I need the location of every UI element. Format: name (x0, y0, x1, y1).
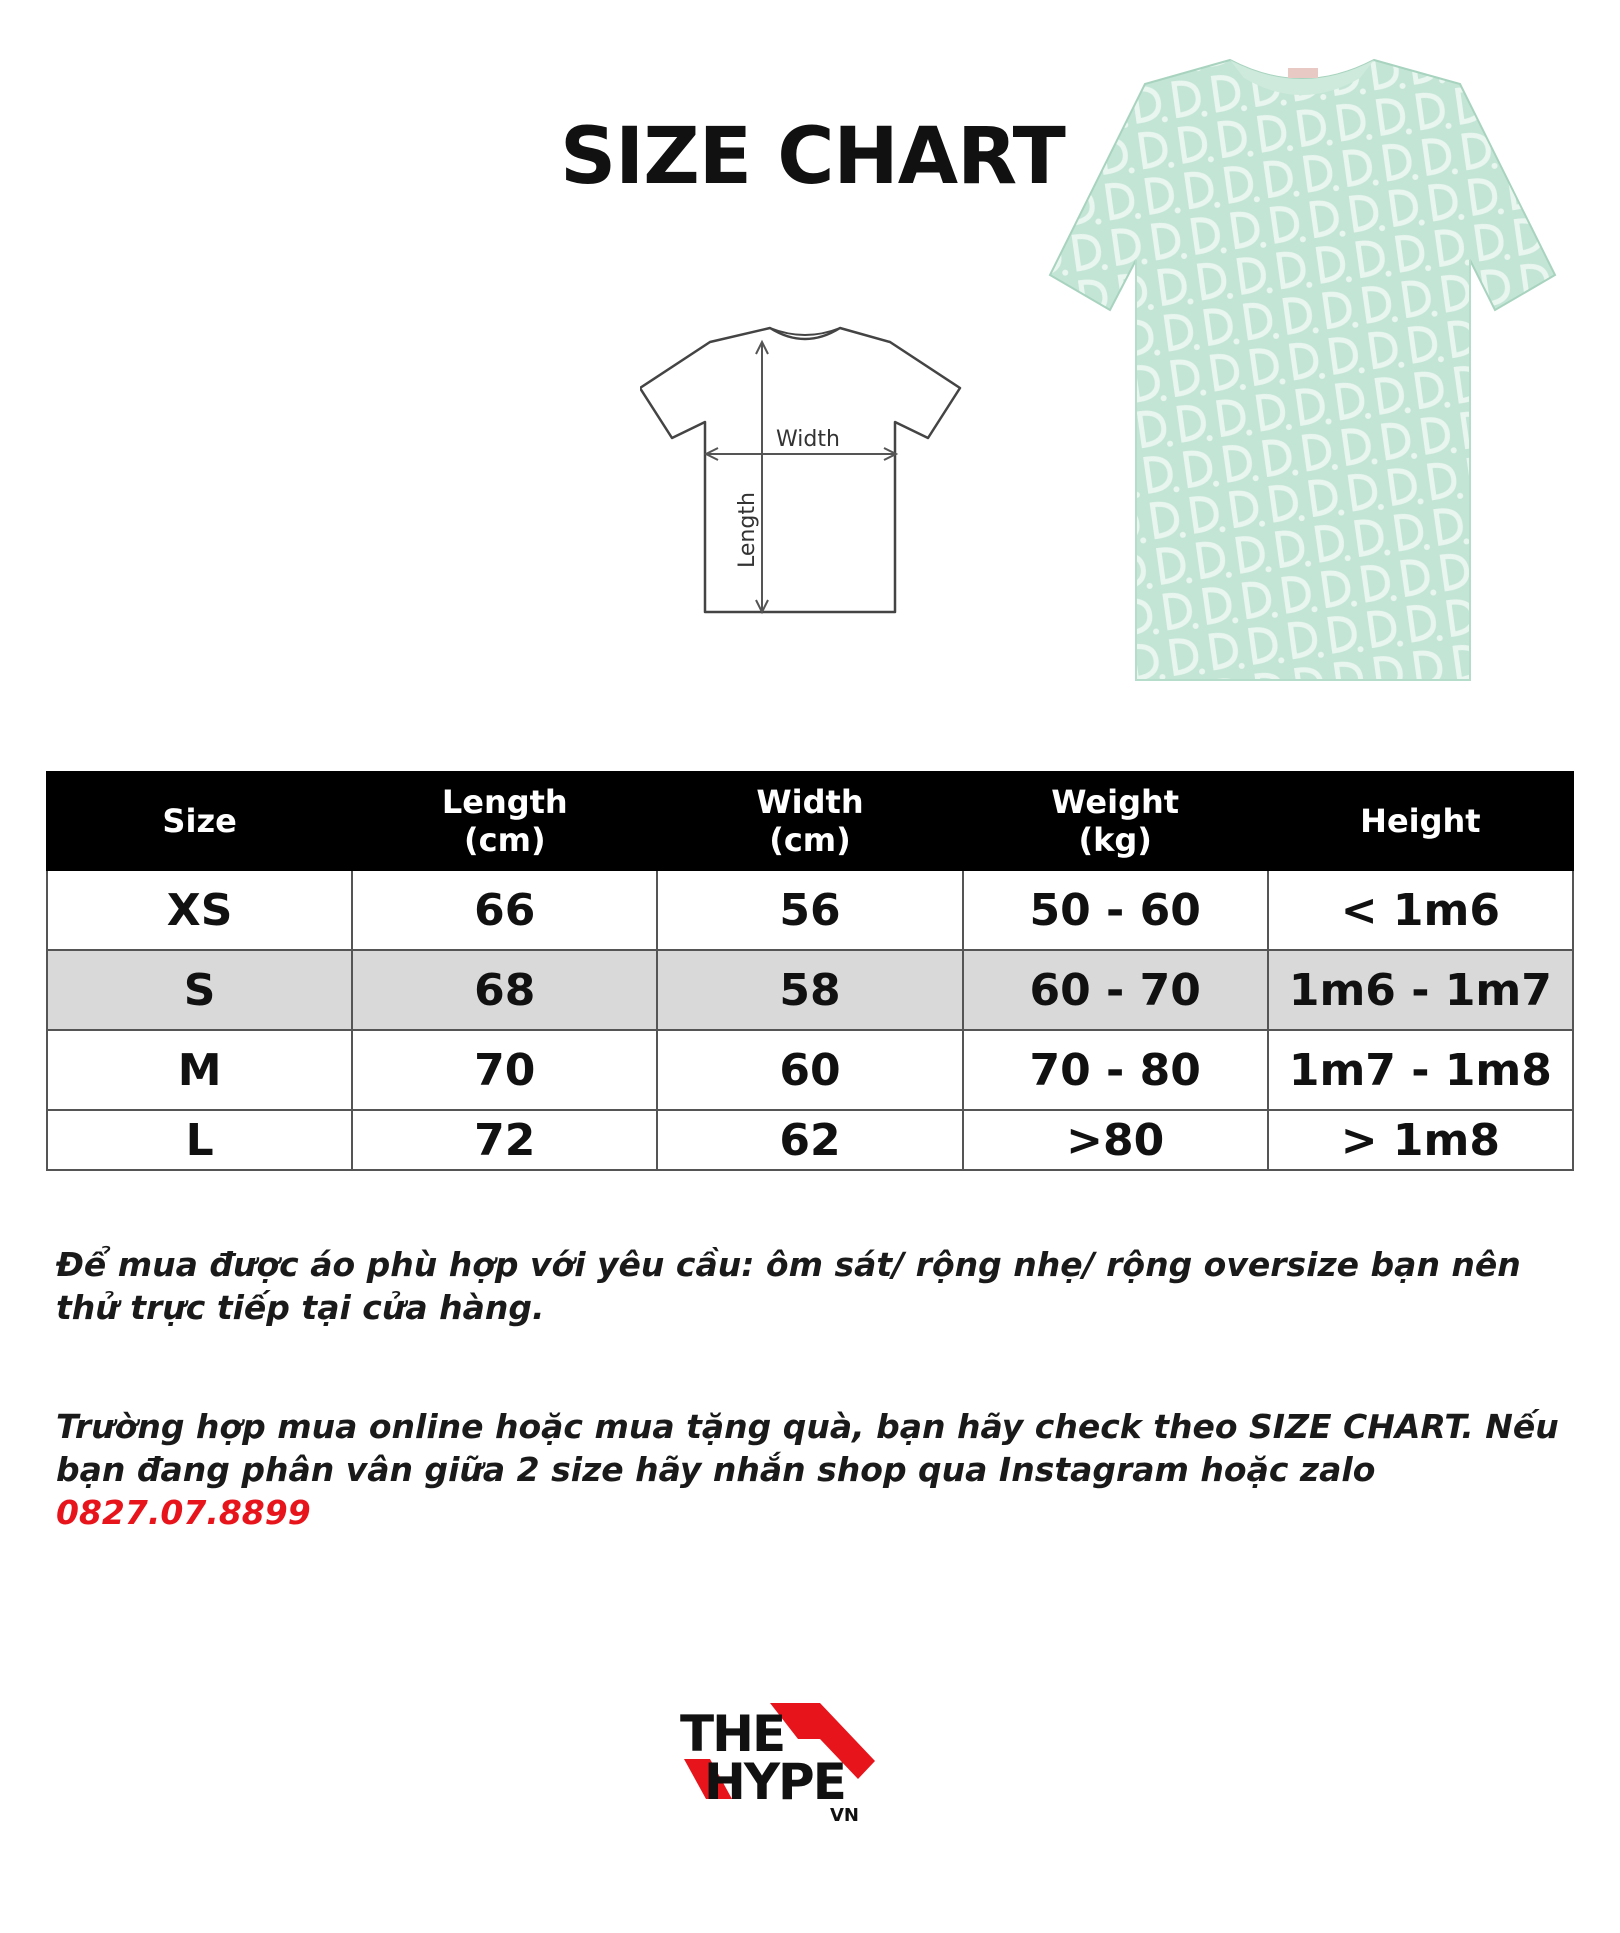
header-weight: Weight (kg) (963, 772, 1268, 870)
phone-number: 0827.07.8899 (56, 1493, 311, 1532)
tshirt-measurement-diagram (640, 320, 970, 620)
table-row (47, 950, 1573, 1030)
table-row (47, 1110, 1573, 1170)
cell-size: XS (47, 870, 352, 950)
cell-weight: 60 - 70 (963, 950, 1268, 1030)
header-width: Width (cm) (657, 772, 962, 870)
length-label: Length (735, 492, 760, 568)
logo-vn: VN (830, 1805, 859, 1825)
online-advice-block (56, 1405, 1576, 1534)
cell-height: 1m7 - 1m8 (1268, 1030, 1573, 1110)
cell-length: 70 (352, 1030, 657, 1110)
cell-width: 62 (657, 1110, 962, 1170)
fit-advice-text: Để mua được áo phù hợp với yêu cầu: ôm sát/ rộng nhẹ/ rộng oversize bạn nên thử trực tiếp tại cửa hàng. (56, 1245, 1521, 1327)
cell-height: > 1m8 (1268, 1110, 1573, 1170)
online-advice-text: Trường hợp mua online hoặc mua tặng quà, bạn hãy check theo SIZE CHART. Nếu bạn đang phân vân giữa 2 size hãy nhắn shop qua Instagram hoặc zalo (56, 1407, 1559, 1489)
cell-length: 66 (352, 870, 657, 950)
cell-size: S (47, 950, 352, 1030)
logo-hype: HYPE (704, 1753, 845, 1811)
cell-weight: >80 (963, 1110, 1268, 1170)
width-label: Width (776, 427, 840, 452)
the-hype-logo (670, 1695, 885, 1825)
cell-size: L (47, 1110, 352, 1170)
cell-height: 1m6 - 1m7 (1268, 950, 1573, 1030)
header-height: Height (1268, 772, 1573, 870)
cell-width: 60 (657, 1030, 962, 1110)
cell-width: 58 (657, 950, 962, 1030)
table-row (47, 870, 1573, 950)
cell-weight: 70 - 80 (963, 1030, 1268, 1110)
cell-height: < 1m6 (1268, 870, 1573, 950)
cell-length: 72 (352, 1110, 657, 1170)
cell-length: 68 (352, 950, 657, 1030)
cell-weight: 50 - 60 (963, 870, 1268, 950)
size-table (46, 771, 1574, 1171)
header-length: Length (cm) (352, 772, 657, 870)
tshirt-outline (640, 328, 960, 612)
page-title: SIZE CHART (560, 112, 1065, 202)
cell-width: 56 (657, 870, 962, 950)
cell-size: M (47, 1030, 352, 1110)
header-size: Size (47, 772, 352, 870)
logo-the: THE (680, 1705, 785, 1763)
table-row (47, 1030, 1573, 1110)
table-header-row (47, 772, 1573, 870)
product-tshirt-image (1040, 50, 1565, 685)
